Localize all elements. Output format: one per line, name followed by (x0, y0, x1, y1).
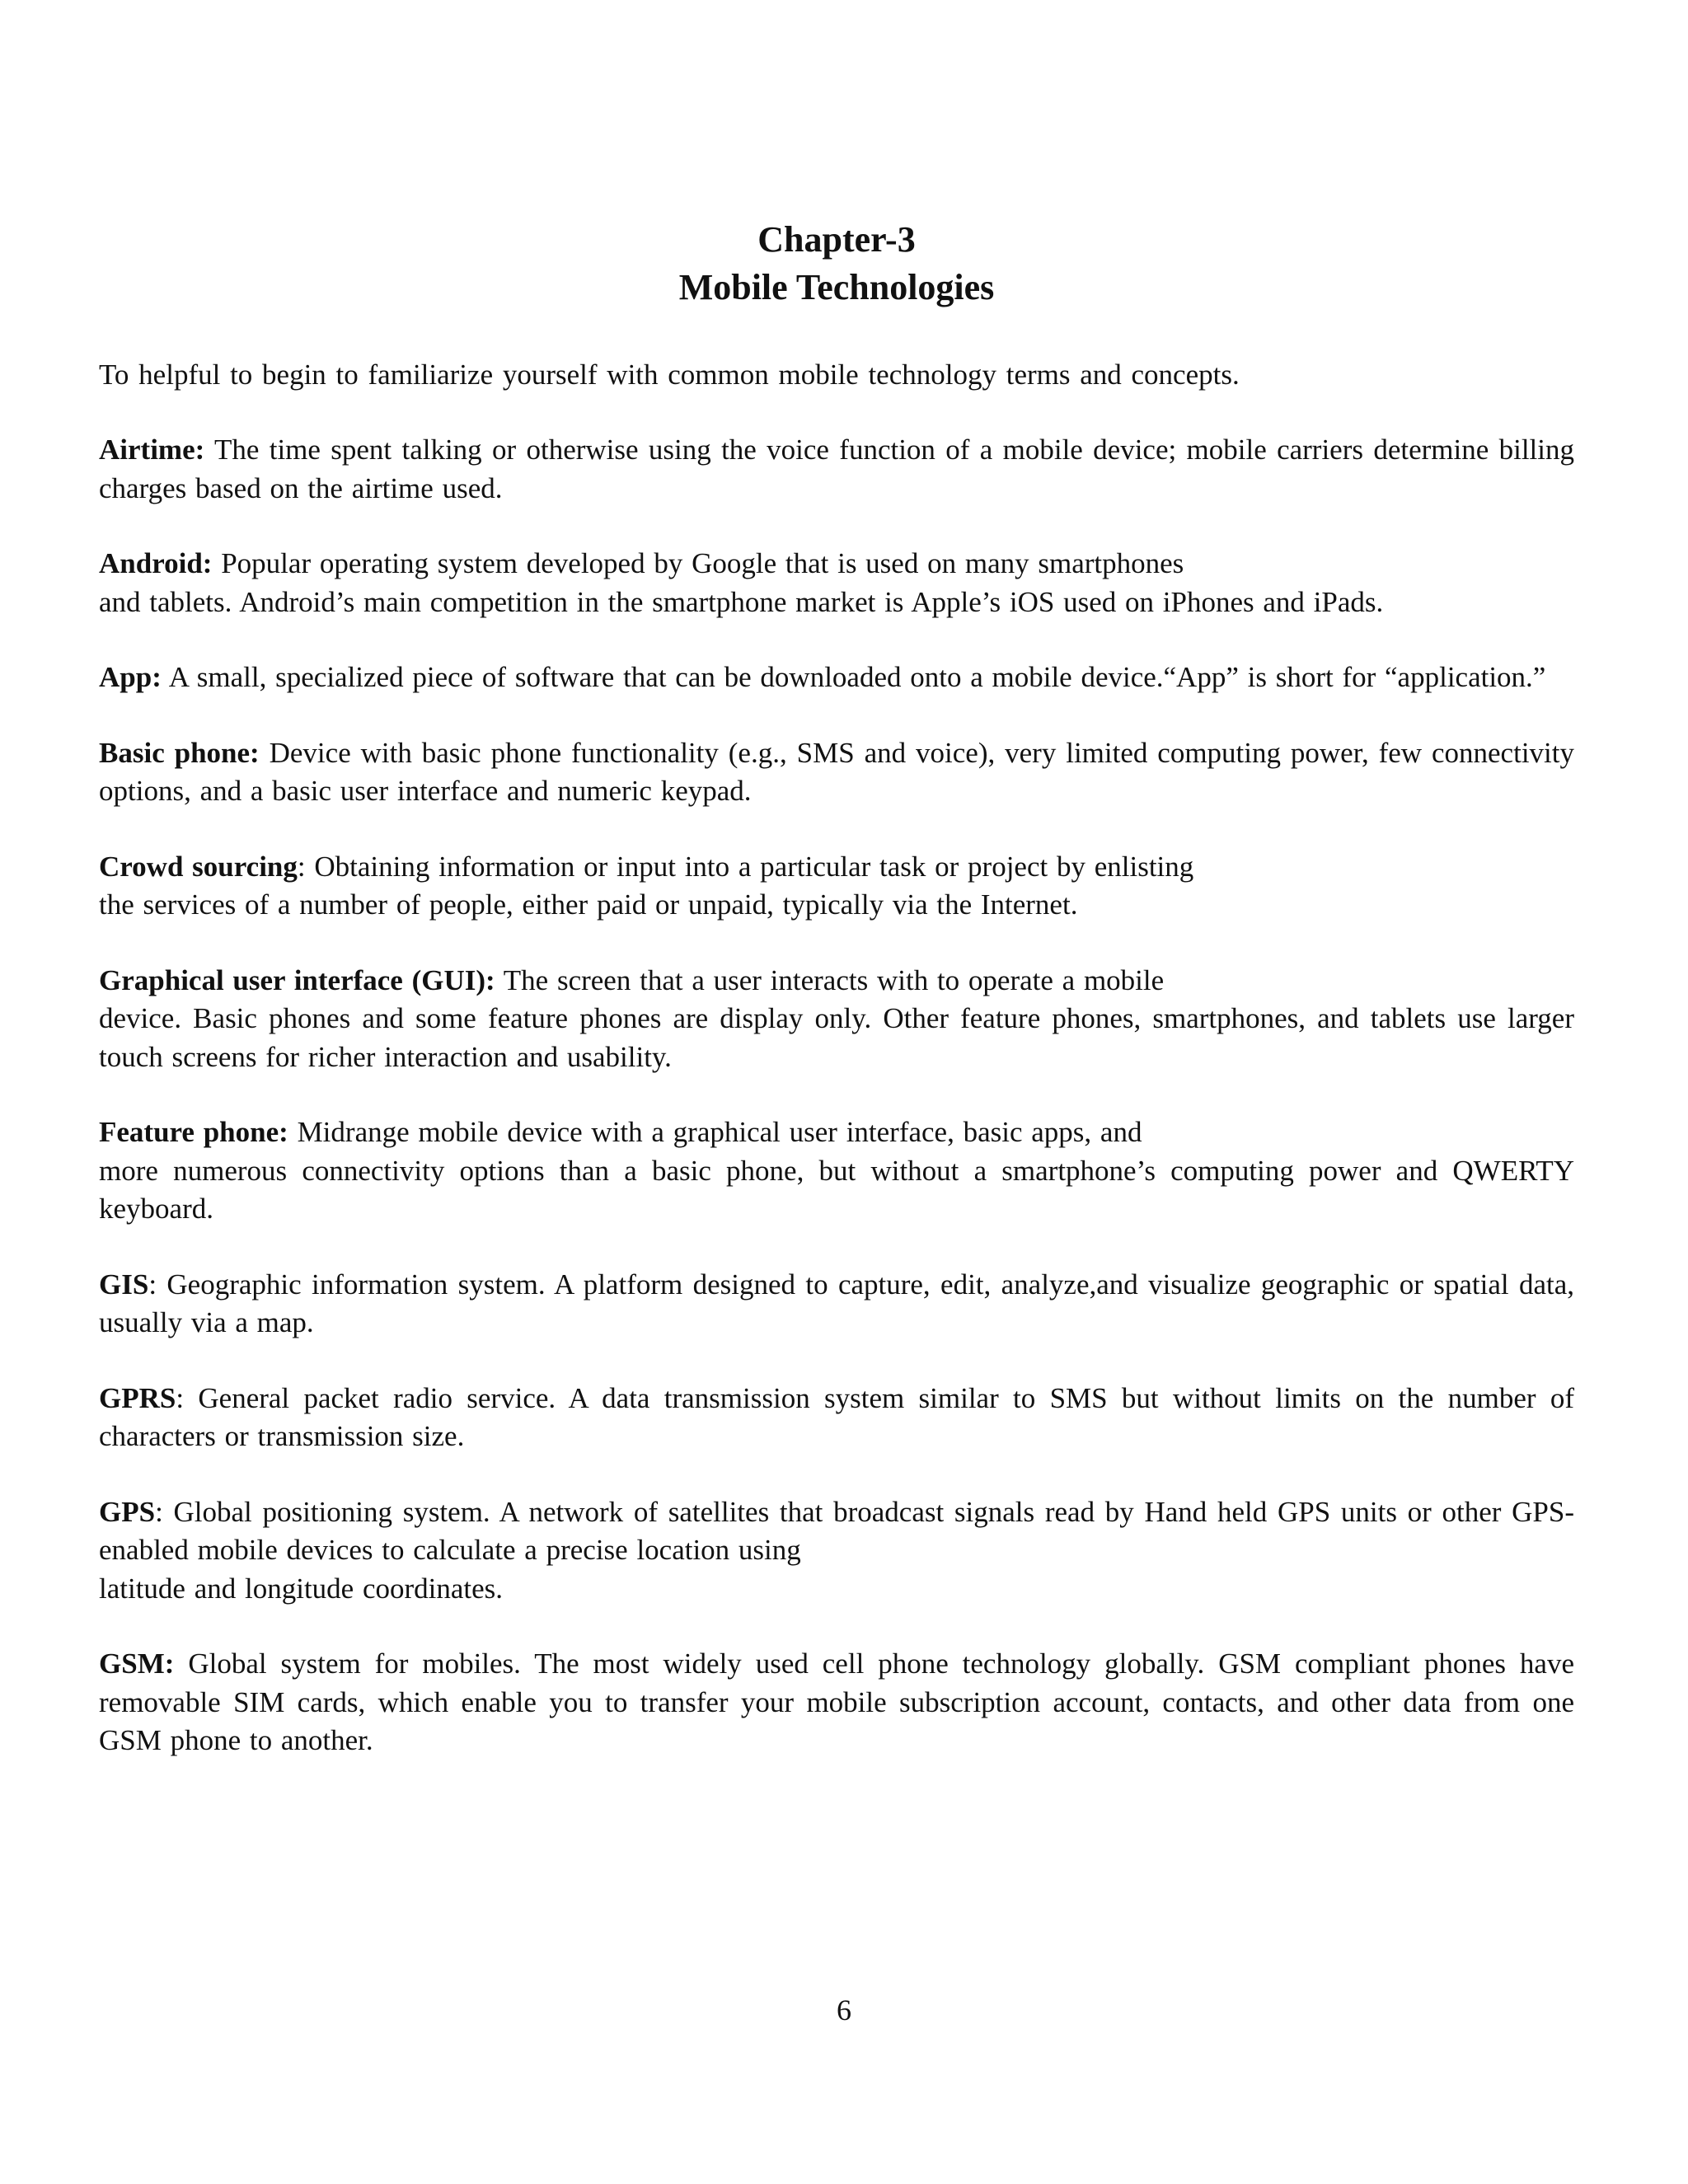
glossary-definition: latitude and longitude coordinates. (99, 1572, 504, 1605)
glossary-entry-crowd-sourcing (99, 848, 1574, 925)
glossary-definition: and tablets. Android’s main competition in the smartphone market is Apple’s iOS used on iPhones and iPads. (99, 585, 1384, 618)
glossary-term: Feature phone: (99, 1116, 288, 1148)
page-number: 6 (837, 1994, 851, 2027)
glossary-definition: : Geographic information system. A platform designed to capture, edit, analyze,and visualize geographic or spatial data, usually via a map. (99, 1268, 1574, 1338)
chapter-number: Chapter-3 (757, 219, 916, 260)
glossary-definition: the services of a number of people, either paid or unpaid, typically via the Internet. (99, 888, 1078, 921)
glossary-term: Android: (99, 547, 213, 579)
glossary-definition: The time spent talking or otherwise using the voice function of a mobile device; mobile carriers determine billing charges based on the airtime used. (99, 434, 1574, 504)
glossary-term: Airtime: (99, 434, 205, 466)
glossary-term: GSM: (99, 1647, 175, 1680)
glossary-definition: Device with basic phone functionality (e.g., SMS and voice), very limited computing power, few connectivity options, and a basic user interface and numeric keypad. (99, 736, 1574, 807)
glossary-definition: more numerous connectivity options than a basic phone, but without a smartphone’s computing power and QWERTY keyboard. (99, 1154, 1574, 1225)
glossary-term: Graphical user interface (GUI): (99, 963, 495, 996)
glossary-definition: : Obtaining information or input into a particular task or project by enlisting (297, 850, 1194, 883)
glossary-entry-gis (99, 1266, 1574, 1343)
glossary-entry-basic-phone (99, 734, 1574, 811)
intro-paragraph: To helpful to begin to familiarize yourself with common mobile technology terms and concepts. (99, 359, 1240, 391)
glossary-definition: : Global positioning system. A network of satellites that broadcast signals read by Hand held GPS units or other GPS-enabled mobile devices to calculate a precise location using (99, 1495, 1574, 1566)
glossary-term: GPRS (99, 1381, 176, 1414)
glossary-entry-gsm (99, 1645, 1574, 1760)
glossary-entry-airtime (99, 431, 1574, 508)
glossary-entry-android (99, 545, 1574, 621)
glossary-entry-gui (99, 962, 1574, 1077)
glossary-term: GPS (99, 1495, 156, 1528)
glossary-definition: Global system for mobiles. The most widely used cell phone technology globally. GSM compliant phones have removable SIM cards, which enable you to transfer your mobile subscription account, contacts, and other data from one GSM phone to another. (99, 1647, 1574, 1756)
glossary-term: App: (99, 661, 162, 693)
glossary-definition: Midrange mobile device with a graphical user interface, basic apps, and (297, 1116, 1142, 1148)
glossary-definition: device. Basic phones and some feature phones are display only. Other feature phones, smartphones, and tablets use larger touch screens for richer interaction and usability. (99, 1002, 1574, 1073)
chapter-title: Mobile Technologies (678, 267, 995, 307)
glossary-entry-app (99, 658, 1574, 697)
glossary-entry-feature-phone (99, 1113, 1574, 1229)
chapter-heading (99, 216, 1574, 312)
glossary-definition: The screen that a user interacts with to operate a mobile (503, 963, 1165, 996)
glossary-entry-gprs (99, 1380, 1574, 1456)
glossary-term: GIS (99, 1268, 149, 1301)
glossary-definition: Popular operating system developed by Google that is used on many smartphones (221, 547, 1184, 579)
glossary-term: Basic phone: (99, 736, 260, 769)
glossary-definition: : General packet radio service. A data transmission system similar to SMS but without limits on the number of characters or transmission size. (99, 1381, 1574, 1452)
document-page (99, 216, 1574, 1760)
glossary-entry-gps (99, 1493, 1574, 1609)
glossary-term: Crowd sourcing (99, 850, 298, 883)
glossary-definition: A small, specialized piece of software that can be downloaded onto a mobile device.“App” is short for “application.” (168, 661, 1546, 693)
